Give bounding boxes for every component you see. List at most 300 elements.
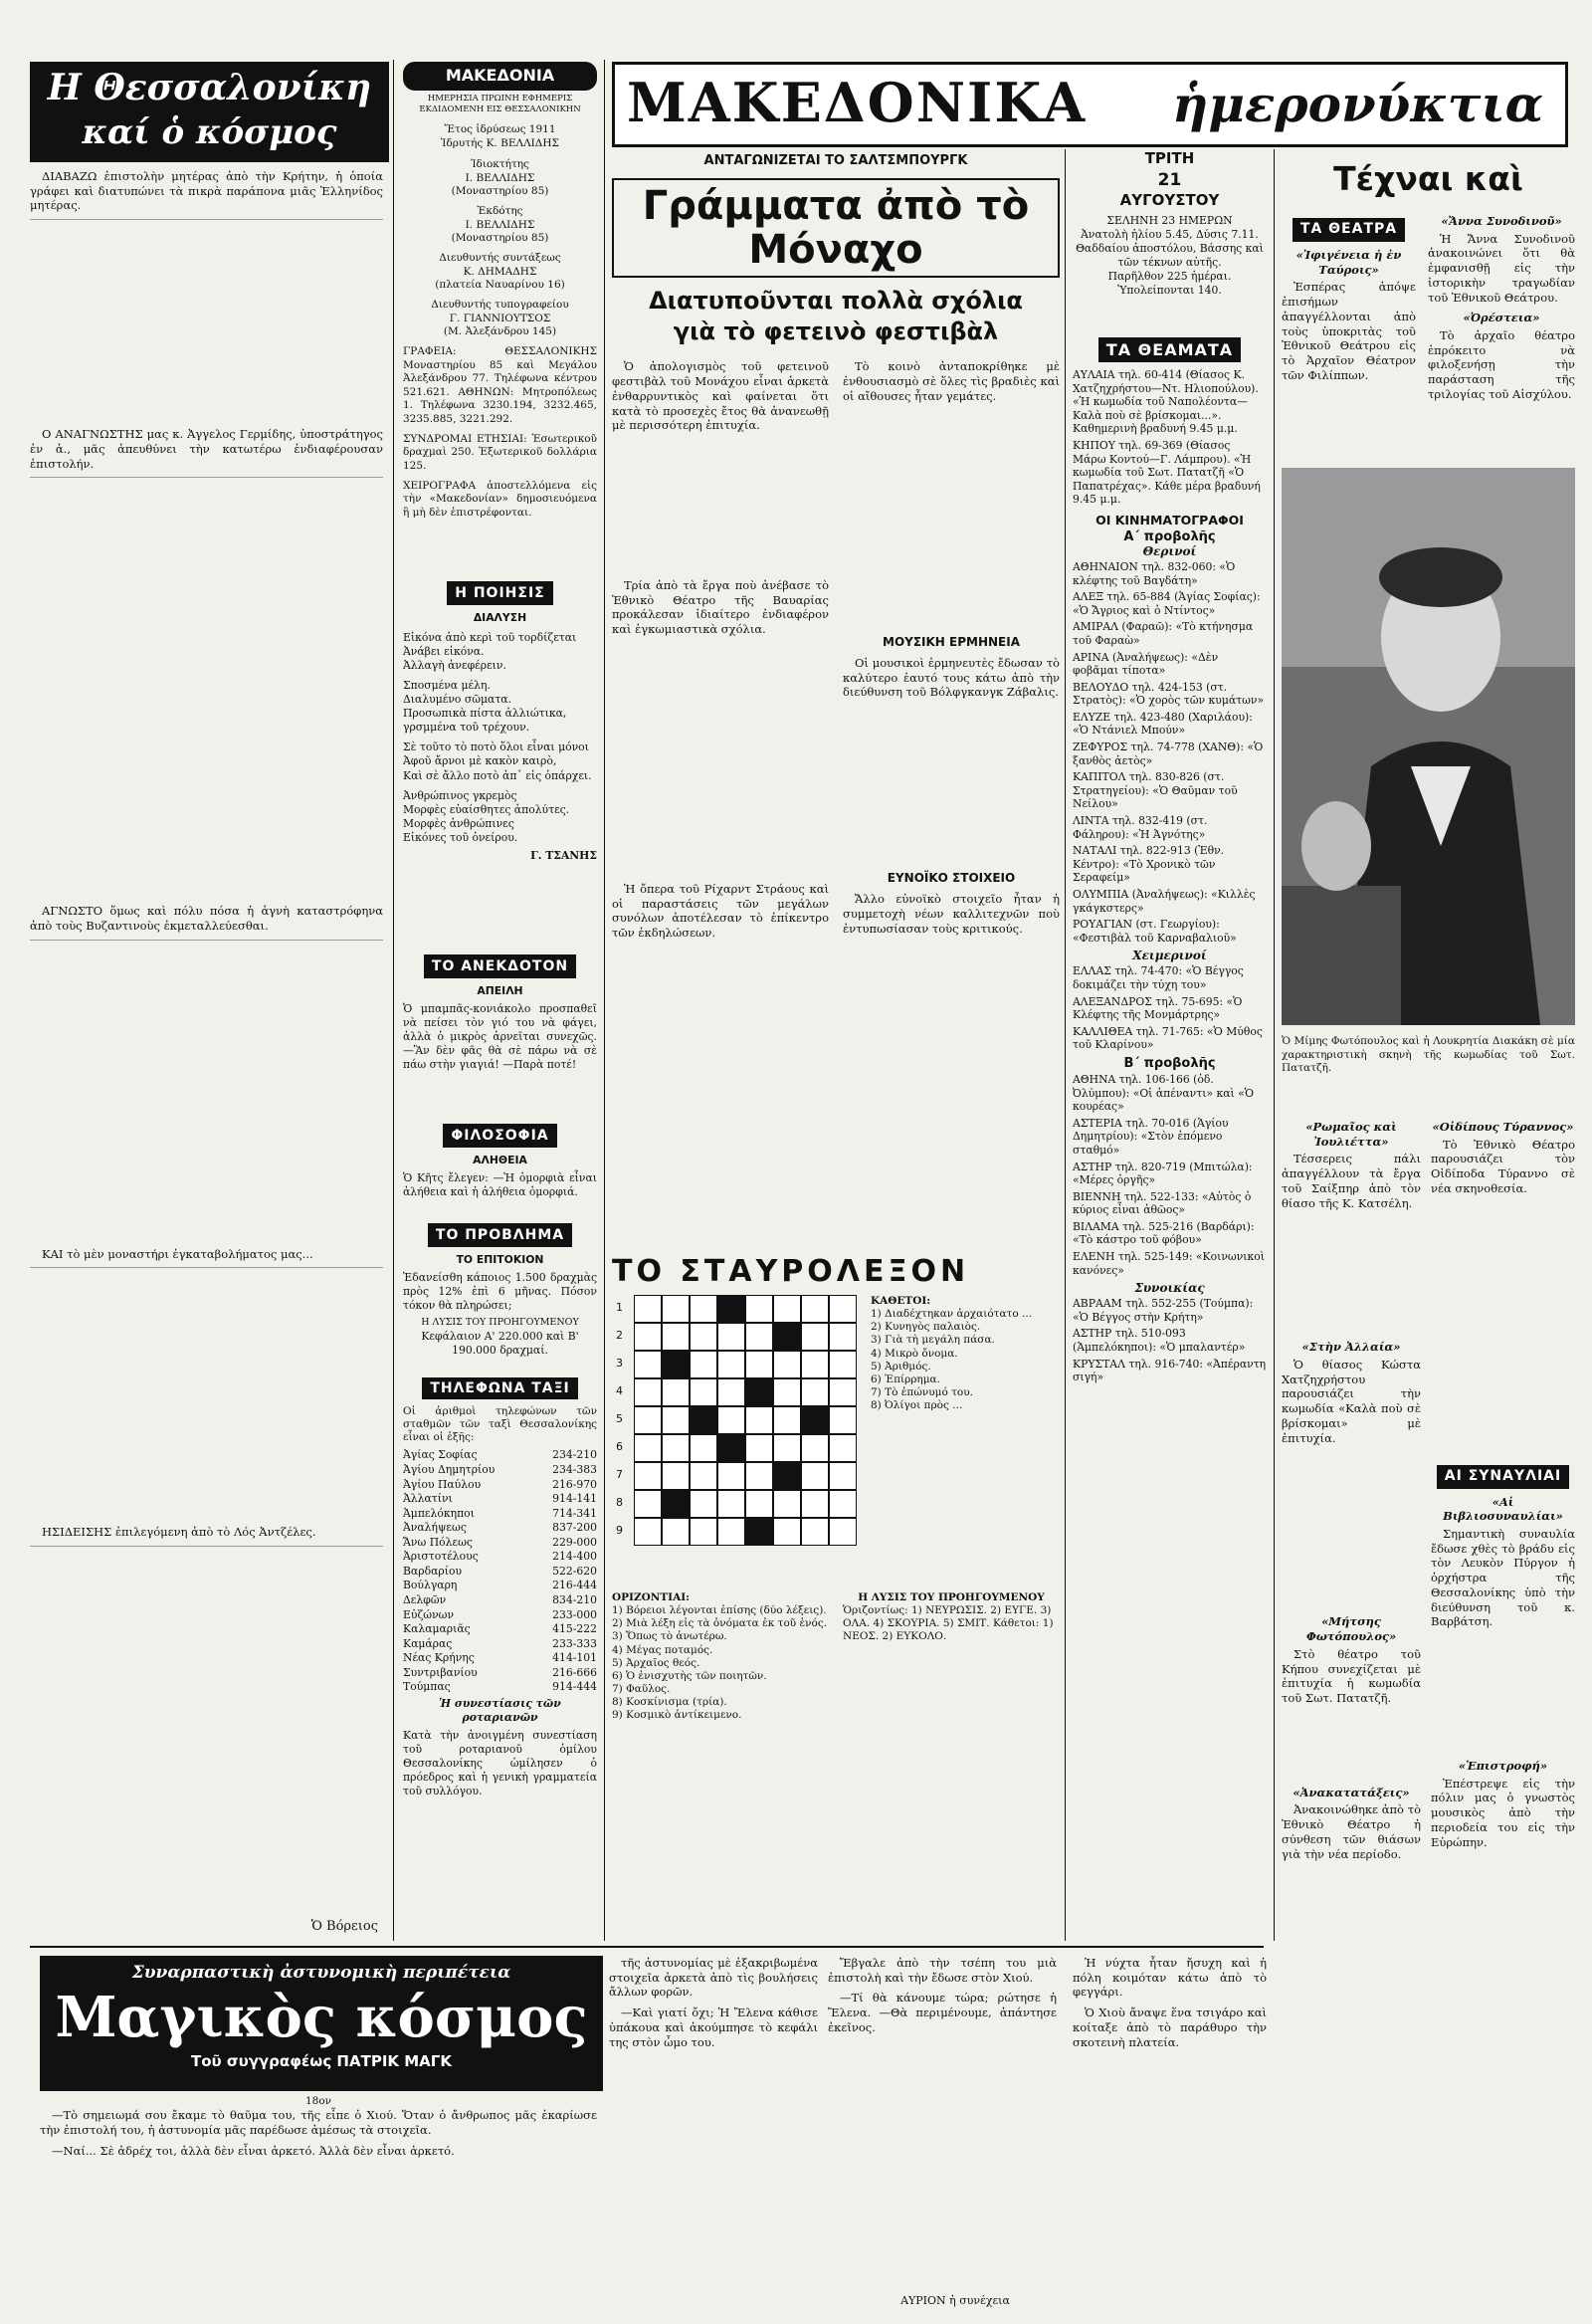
anecdote-text: Ὁ μπαμπᾶς-κονιάκολο προσπαθεῖ νὰ πείσει τὸν γιό του νὰ φάγει, ἀλλὰ ὁ μικρὸς ἀρνεῖται συνεχῶς. —Ἂν δὲν φᾶς θὰ σὲ πάρω νὰ σὲ πάω στὴν γιαγιά! —Παρὰ ποτέ! bbox=[403, 1002, 597, 1072]
arts-item-text: Τὸ ἀρχαῖο θέατρο ἐπρόκειτο νὰ φιλοξενήσῃ τὴν παράσταση τῆς τριλογίας τοῦ Αἰσχύλου. bbox=[1428, 328, 1575, 401]
munich-col-1 bbox=[612, 359, 829, 946]
owner: Ι. ΒΕΛΛΙΔΗΣ bbox=[465, 171, 535, 184]
portrait-photo bbox=[1282, 468, 1575, 1025]
arts-theaters-head: ΤΑ ΘΕΑΤΡΑ bbox=[1293, 218, 1405, 242]
serial-col-1 bbox=[40, 2095, 597, 2314]
crossword-across bbox=[612, 1591, 829, 1722]
serial-title: Μαγικὸς κόσμος bbox=[55, 1985, 588, 2050]
photo-caption: Ὁ Μίμης Φωτόπουλος καὶ ἡ Λουκρητία Διακάκη σὲ μία χαρακτηριστικὴ σκηνὴ τῆς κωμωδίας τοῦ Σωτ. Πατατζῆ. bbox=[1282, 1035, 1575, 1075]
phone-row bbox=[403, 1492, 597, 1507]
return-text: Ἐπέστρεψε εἰς τὴν πόλιν μας ὁ γνωστὸς μουσικὸς ἀπὸ τὴν περιοδεία του εἰς τὴν Εὐρώπην. bbox=[1431, 1776, 1575, 1849]
crossword-cell[interactable] bbox=[801, 1462, 829, 1490]
printing: Γ. ΓΙΑΝΝΙΟΥΤΣΟΣ bbox=[449, 312, 551, 324]
crossword-cell[interactable] bbox=[745, 1462, 773, 1490]
crossword-black-cell bbox=[717, 1295, 745, 1323]
down-clue: 2) Κυνηγὸς παλαιὸς. bbox=[871, 1321, 981, 1334]
calendar-month: ΑΥΓΟΥΣΤΟΥ bbox=[1119, 190, 1220, 209]
phone-row bbox=[403, 1565, 597, 1580]
munich-col-2 bbox=[843, 359, 1060, 946]
philosophy-title: ΑΛΗΘΕΙΑ bbox=[473, 1154, 527, 1167]
calendar-sun: Ἀνατολὴ ἡλίου 5.45, Δύσις 7.11. bbox=[1081, 228, 1259, 242]
serial-paragraph: —Τί θὰ κάνουμε τώρα; ρώτησε ἡ Ἔλενα. —Θὰ περιμένουμε, ἀπάντησε ἐκεῖνος. bbox=[828, 1991, 1057, 2034]
calendar-saint: Θαδδαίου ἀποστόλου, Βάσσης καὶ τῶν τέκνων αὐτῆς. bbox=[1076, 242, 1264, 270]
poem-line: Μορφὲς ἀνθρώπινες bbox=[403, 816, 514, 830]
cinema-item: ΕΛΥΖΕ τηλ. 423-480 (Χαριλάου): «Ὁ Ντάνιελ Μπούν» bbox=[1073, 710, 1253, 738]
left-paragraph: ΑΓΝΩΣΤΟ ὅμως καὶ πόλυ πόσα ἡ ἀγνὴ καταστρόφηνα ἀπὸ τοὺς Βυζαντινοὺς ἐκμεταλλεύεσθαι. bbox=[30, 904, 383, 934]
crossword-cell[interactable] bbox=[690, 1462, 717, 1490]
column-rule bbox=[1274, 149, 1275, 1941]
crossword-solution bbox=[843, 1591, 1060, 1722]
crossword-cell[interactable] bbox=[662, 1434, 690, 1462]
crossword-cell[interactable] bbox=[634, 1323, 662, 1351]
cinema-item: ΝΑΤΑΛΙ τηλ. 822-913 (Ἐθν. Κέντρο): «Τὸ Χρονικὸ τῶν Σεραφείμ» bbox=[1073, 844, 1225, 885]
phone-station: Βούλγαρη bbox=[403, 1579, 458, 1592]
munich-headline: Γράμματα ἀπὸ τὸ Μόναχο bbox=[612, 178, 1060, 278]
munich-paragraph: Ἡ ὄπερα τοῦ Ρίχαρντ Στράους καὶ οἱ παραστάσεις τῶν μεγάλων συνόλων ἀποτέλεσαν τὸ ἐπίκεντρο τῶν ἐκδηλώσεων. bbox=[612, 881, 829, 940]
phone-row bbox=[403, 1478, 597, 1493]
owner-label: Ἰδιοκτήτης bbox=[471, 158, 529, 171]
arts-item-text: Στὸ θέατρο τοῦ Κήπου συνεχίζεται μὲ ἐπιτυχία ἡ κωμωδία τοῦ Σωτ. Πατατζῆ. bbox=[1282, 1646, 1421, 1705]
calendar-moon: ΣΕΛΗΝΗ 23 ΗΜΕΡΩΝ bbox=[1106, 214, 1233, 228]
serial-paragraph: —Ναί... Σὲ ἀδρέχ τοι, ἀλλὰ δὲν εἶναι ἀρκετό. Ἀλλὰ δὲν εἶναι ἀρκετό. bbox=[52, 2143, 455, 2158]
crossword-cell[interactable] bbox=[801, 1490, 829, 1518]
owner-address: (Μοναστηρίου 85) bbox=[451, 185, 549, 198]
crossword-cell[interactable] bbox=[829, 1351, 857, 1378]
crossword-cell[interactable] bbox=[690, 1518, 717, 1546]
crossword-row-number: 7 bbox=[616, 1468, 623, 1481]
left-paragraph: ΗΣΙΔΕΙΣΗΣ ἐπιλεγόμενη ἀπὸ τὸ Λός Ἀντζέλες. bbox=[42, 1525, 316, 1540]
phones-intro: Οἱ ἀριθμοὶ τηλεφώνων τῶν σταθμῶν τῶν ταξὶ Θεσσαλονίκης εἶναι οἱ ἑξῆς: bbox=[403, 1405, 597, 1444]
across-clue: 7) Φαῦλος. bbox=[612, 1682, 671, 1695]
down-clue: 5) Ἀριθμός. bbox=[871, 1360, 931, 1373]
phone-station: Ἀλλατίνι bbox=[403, 1492, 453, 1506]
crossword-row-number: 5 bbox=[616, 1412, 623, 1425]
poetry-section-head: Η ΠΟΙΗΣΙΣ bbox=[447, 581, 552, 605]
cinema-item: ΚΑΛΛΙΘΕΑ τηλ. 71-765: «Ὁ Μύθος τοῦ Κλαρίνου» bbox=[1073, 1024, 1263, 1052]
crossword-cell[interactable] bbox=[690, 1323, 717, 1351]
masthead-block bbox=[403, 62, 597, 569]
problem-title: ΤΟ ΕΠΙΤΟΚΙΟΝ bbox=[456, 1253, 544, 1267]
problem-block bbox=[403, 1219, 597, 1369]
cinema-item: ΖΕΦΥΡΟΣ τηλ. 74-778 (ΧΑΝΘ): «Ὁ ξανθὸς ἀετὸς» bbox=[1073, 740, 1264, 767]
arts-item-text: Τέσσερεις πάλι ἀπαγγέλλουν τὰ ἔργα τοῦ Σαίξπηρ ἀπὸ τὸν θίασο τῆς Κ. Κατσέλη. bbox=[1282, 1152, 1421, 1210]
crossword-cell[interactable] bbox=[634, 1490, 662, 1518]
poem-line: Σὲ τοῦτο τὸ ποτὸ ὅλοι εἶναι μόνοι bbox=[403, 740, 589, 754]
munich-kicker: ΑΝΤΑΓΩΝΙΖΕΤΑΙ ΤΟ ΣΑΛΤΣΜΠΟΥΡΓΚ bbox=[703, 153, 968, 168]
paper-tagline: ΗΜΕΡΗΣΙΑ ΠΡΩΙΝΗ ΕΦΗΜΕΡΙΣ ΕΚΔΙΔΟΜΕΝΗ ΕΙΣ ΘΕΣΣΑΛΟΝΙΚΗΝ bbox=[419, 93, 581, 114]
crossword-cell[interactable] bbox=[829, 1518, 857, 1546]
across-clue: 4) Μέγας ποταμός. bbox=[612, 1643, 713, 1656]
crossword-cell[interactable] bbox=[745, 1323, 773, 1351]
crossword-cell[interactable] bbox=[717, 1490, 745, 1518]
phone-number: 914-141 bbox=[552, 1492, 597, 1506]
cinema-item: ΑΒΡΑΑΜ τηλ. 552-255 (Τούμπα): «Ὁ Βέγγος στὴν Κρήτη» bbox=[1073, 1297, 1254, 1324]
poem-line: Σποσμένα μέλη. bbox=[403, 679, 491, 693]
crossword-cell[interactable] bbox=[690, 1378, 717, 1406]
crossword-cell[interactable] bbox=[634, 1462, 662, 1490]
serial-col-2 bbox=[609, 1956, 818, 2314]
column-banner bbox=[30, 62, 389, 162]
serial-episode: 18ον bbox=[304, 2095, 332, 2107]
director: Κ. ΔΗΜΑΔΗΣ bbox=[463, 265, 537, 278]
crossword-cell[interactable] bbox=[717, 1351, 745, 1378]
phone-station: Συντριβανίου bbox=[403, 1665, 478, 1679]
phone-row bbox=[403, 1680, 597, 1692]
phone-row bbox=[403, 1608, 597, 1623]
phone-number: 415-222 bbox=[552, 1622, 597, 1636]
gatherings-text: Σημαντικὴ συναυλία ἔδωσε χθὲς τὸ βράδυ εἰς τὸν Λευκὸν Πύργον ἡ ὀρχήστρα τῆς Θεσσαλονίκης ὑπὸ τὴν διεύθυνση τοῦ κ. Βαρβάτση. bbox=[1431, 1526, 1575, 1629]
publisher-address: (Μοναστηρίου 85) bbox=[451, 232, 549, 245]
crossword-cell[interactable] bbox=[717, 1378, 745, 1406]
theater-listing bbox=[1073, 368, 1267, 507]
winter-title: Χειμερινοί bbox=[1132, 949, 1207, 963]
photo-figure bbox=[1282, 468, 1575, 1115]
crossword-cell[interactable] bbox=[829, 1462, 857, 1490]
phone-station: Ἄνω Πόλεως bbox=[403, 1535, 473, 1549]
crossword-cell[interactable] bbox=[634, 1406, 662, 1434]
crossword-cell[interactable] bbox=[773, 1490, 801, 1518]
crossword-cell[interactable] bbox=[773, 1434, 801, 1462]
arts-item-text: Τὸ Ἐθνικὸ Θέατρο παρουσιάζει τὸν Οἰδίποδα Τύραννο σὲ νέα σκηνοθεσία. bbox=[1431, 1137, 1575, 1195]
phone-row bbox=[403, 1579, 597, 1593]
crossword-cell[interactable] bbox=[717, 1518, 745, 1546]
problem-answer-label: Η ΛΥΣΙΣ ΤΟΥ ΠΡΟΗΓΟΥΜΕΝΟΥ bbox=[421, 1317, 579, 1329]
director-address: (πλατεία Ναυαρίνου 16) bbox=[435, 279, 565, 292]
crossword-cell[interactable] bbox=[634, 1518, 662, 1546]
left-column-text bbox=[30, 169, 383, 1921]
cinema-item: ΚΑΠΙΤΟΛ τηλ. 830-826 (στ. Στρατηγείου): «Ὁ Θαῦμαν τοῦ Νείλου» bbox=[1073, 770, 1238, 811]
down-clue: 3) Γιὰ τὴ μεγάλη πάσα. bbox=[871, 1334, 995, 1347]
across-label: ΟΡΙΖΟΝΤΙΑΙ: bbox=[612, 1591, 691, 1603]
crossword-grid bbox=[612, 1295, 861, 1584]
phone-row bbox=[403, 1622, 597, 1637]
crossword-cell[interactable] bbox=[829, 1323, 857, 1351]
across-clue: 9) Κοσμικὸ ἀντίκειμενο. bbox=[612, 1709, 742, 1722]
offices: ΓΡΑΦΕΙΑ: ΘΕΣΣΑΛΟΝΙΚΗΣ Μοναστηρίου 85 καὶ Μεγάλου Ἀλεξάνδρου 77. Τηλέφωνα κέντρου 521.621. ΑΘΗΝΩΝ: Μητροπόλεως 1. Τηλέφωνα 3230.194, 3232.465, 3235.885, 3221.292. bbox=[403, 344, 597, 426]
crossword-cell[interactable] bbox=[690, 1434, 717, 1462]
poem-author: Γ. ΤΣΑΝΗΣ bbox=[530, 848, 597, 862]
across-clue: 5) Ἀρχαῖος θεός. bbox=[612, 1656, 700, 1669]
crossword-row-number: 2 bbox=[616, 1329, 623, 1342]
philosophy-text: Ὁ Κῆτς ἔλεγεν: —Ἡ ὀμορφιὰ εἶναι ἀλήθεια καὶ ἡ ἀλήθεια ὀμορφιά. bbox=[403, 1171, 597, 1199]
first-run-title: Α΄ προβολῆς bbox=[1123, 528, 1216, 544]
cinema-item: ΑΛΕΞΑΝΔΡΟΣ τηλ. 75-695: «Ὁ Κλέφτης τῆς Μονμάρτρης» bbox=[1073, 994, 1243, 1022]
phone-number: 914-444 bbox=[552, 1680, 597, 1692]
phone-station: Εὐζώνων bbox=[403, 1607, 455, 1621]
crossword-block bbox=[612, 1254, 1060, 1941]
gatherings-title: «Αἱ Βιβλιοσυναυλίαι» bbox=[1443, 1494, 1563, 1524]
cinema-item: ΕΛΛΑΣ τηλ. 74-470: «Ὁ Βέγγος δοκιμάζει τὴν τύχη του» bbox=[1073, 964, 1244, 991]
crossword-row-number: 9 bbox=[616, 1524, 623, 1537]
serial-paragraph: Ὁ Χιοὺ ἄναψε ἕνα τσιγάρο καὶ κοίταξε ἀπὸ τὸ παράθυρο τὴν σκοτεινὴ πλατεία. bbox=[1073, 2006, 1267, 2049]
arts-item-text: Ἀνακοινώθηκε ἀπὸ τὸ Ἐθνικὸ Θέατρο ἡ σύνθεση τῶν θιάσων γιὰ τὴν νέα περίοδο. bbox=[1282, 1802, 1421, 1861]
rotary-note bbox=[403, 1697, 597, 1896]
phone-station: Ἀγίας Σοφίας bbox=[403, 1448, 478, 1462]
crossword-cell[interactable] bbox=[801, 1351, 829, 1378]
crossword-cell[interactable] bbox=[801, 1378, 829, 1406]
arts-bottom-left bbox=[1282, 1120, 1421, 1936]
serial-paragraph: —Καὶ γιατί ὄχι; Ἡ Ἔλενα κάθισε ὑπάκουα καὶ ἀκούμπησε τὸ κεφάλι της στὸν ὦμο του. bbox=[609, 2006, 818, 2049]
crossword-cell[interactable] bbox=[634, 1351, 662, 1378]
poem-title: ΔΙΑΛΥΣΗ bbox=[473, 611, 527, 625]
crossword-black-cell bbox=[801, 1406, 829, 1434]
crossword-black-cell bbox=[717, 1434, 745, 1462]
munich-subhead: Διατυποῦνται πολλὰ σχόλια γιὰ τὸ φετεινὸ φεστιβὰλ bbox=[649, 287, 1023, 346]
crossword-cell[interactable] bbox=[745, 1434, 773, 1462]
printing-address: (Μ. Ἀλεξάνδρου 145) bbox=[443, 325, 557, 338]
crossword-cell[interactable] bbox=[745, 1406, 773, 1434]
cinema-item: ΑΣΤΗΡ τηλ. 820-719 (Μπιτώλα): «Μέρες ὀργῆς» bbox=[1073, 1160, 1253, 1187]
serial-col-4 bbox=[1073, 1956, 1267, 2284]
poetry-block bbox=[403, 577, 597, 946]
cinema-item: ΡΟΥΑΓΙΑΝ (στ. Γεωργίου): «Φεστιβὰλ τοῦ Καρναβαλιοῦ» bbox=[1073, 918, 1237, 945]
serial-col-3 bbox=[828, 1956, 1057, 2314]
left-paragraph: ΚΑΙ τὸ μὲν μοναστήρι ἐγκαταβολήματος μας... bbox=[42, 1246, 313, 1261]
serial-kicker: Συναρπαστικὴ ἀστυνομικὴ περιπέτεια bbox=[131, 1963, 511, 1983]
suburb-listing bbox=[1073, 1297, 1267, 1384]
crossword-black-cell bbox=[690, 1406, 717, 1434]
across-clue: 8) Κοσκίνισμα (τρία). bbox=[612, 1696, 727, 1708]
header-title-script: ἡμερονύκτια bbox=[1172, 75, 1544, 133]
across-clue: 6) Ὁ ἐνισχυτὴς τῶν ποιητῶν. bbox=[612, 1669, 767, 1682]
down-clue: 7) Τὸ ἐπώνυμό του. bbox=[871, 1385, 973, 1398]
crossword-cell[interactable] bbox=[662, 1406, 690, 1434]
return-title: «Ἐπιστροφή» bbox=[1458, 1758, 1548, 1773]
serial-paragraph: Ἡ νύχτα ἦταν ἤσυχη καὶ ἡ πόλη κοιμόταν κάτω ἀπὸ τὸ φεγγάρι. bbox=[1073, 1956, 1267, 2000]
phone-row bbox=[403, 1507, 597, 1522]
cinema-item: ΒΙΛΑΜΑ τηλ. 525-216 (Βαρδάρι): «Τὸ κάστρο τοῦ φόβου» bbox=[1073, 1219, 1255, 1247]
phone-row bbox=[403, 1550, 597, 1565]
phone-number: 229-000 bbox=[552, 1535, 597, 1549]
down-clue: 6) Ἐπίρρημα. bbox=[871, 1373, 940, 1385]
poem-line: Ἀλλαγὴ ἀνεφέρειν. bbox=[403, 659, 506, 673]
calendar-day: ΤΡΙΤΗ bbox=[1144, 149, 1195, 167]
phone-station: Τούμπας bbox=[403, 1680, 451, 1692]
crossword-cell[interactable] bbox=[662, 1518, 690, 1546]
munich-paragraph: Τὸ κοινὸ ἀνταποκρίθηκε μὲ ἐνθουσιασμὸ σὲ ὅλες τὶς βραδιὲς καὶ οἱ αἴθουσες ἦταν γεμάτες. bbox=[843, 359, 1060, 403]
cinema-item: ΕΛΕΝΗ τηλ. 525-149: «Κοινωνικοὶ κανόνες» bbox=[1073, 1250, 1265, 1277]
suburb-title: Συνοικίας bbox=[1134, 1281, 1205, 1296]
phones-section-head: ΤΗΛΕΦΩΝΑ ΤΑΞΙ bbox=[422, 1377, 577, 1399]
cinema-item: ΒΙΕΝΝΗ τηλ. 522-133: «Αὐτὸς ὁ κύριος εἶναι ἀθῶος» bbox=[1073, 1189, 1252, 1217]
theater-item: ΑΥΛΑΙΑ τηλ. 60-414 (Θίασος Κ. Χατζηχρήστου—Ντ. Ηλιοπούλου). «Ἡ κωμωδία τοῦ Ναπολέοντα—Καλὰ ποὺ σὲ βρίσκομαι...». Καθημερινὴ βραδυνή 9.45 μ.μ. bbox=[1073, 368, 1259, 436]
rotary-text: Κατὰ τὴν ἀνοιγμένη συνεστίαση τοῦ ροταριανοῦ ὁμίλου Θεσσαλονίκης ὡμίλησεν ὁ πρόεδρος καὶ ἡ γενικὴ γραμματεία τοῦ συλλόγου. bbox=[403, 1729, 597, 1798]
crossword-cell[interactable] bbox=[717, 1462, 745, 1490]
crossword-cell[interactable] bbox=[829, 1490, 857, 1518]
serial-header bbox=[40, 1956, 603, 2091]
crossword-cell[interactable] bbox=[829, 1434, 857, 1462]
munich-subhead-element: ΕΥΝΟΪΚΟ ΣΤΟΙΧΕΙΟ bbox=[887, 871, 1016, 886]
crossword-title: ΤΟ ΣΤΑΥΡΟΛΕΞΟΝ bbox=[612, 1254, 970, 1289]
section-rule bbox=[30, 1946, 1264, 1948]
philosophy-section-head: ΦΙΛΟΣΟΦΙΑ bbox=[443, 1124, 556, 1148]
phone-row bbox=[403, 1593, 597, 1608]
calendar-days-left: Παρῆλθον 225 ἡμέραι. Ὑπολείπονται 140. bbox=[1107, 270, 1232, 298]
down-clue: 4) Μικρὸ ὄνομα. bbox=[871, 1347, 958, 1360]
crossword-cell[interactable] bbox=[773, 1378, 801, 1406]
serial-paragraph: τῆς ἀστυνομίας μὲ ἐξακριβωμένα στοιχεῖα ἀρκετὰ ἀπὸ τὶς βουλήσεις ἄλλων φορῶν. bbox=[609, 1956, 818, 2000]
column-rule bbox=[604, 60, 605, 1941]
publisher-label: Ἐκδότης bbox=[477, 205, 523, 218]
crossword-cell[interactable] bbox=[773, 1351, 801, 1378]
phone-number: 234-210 bbox=[552, 1448, 597, 1462]
crossword-cell[interactable] bbox=[829, 1378, 857, 1406]
crossword-cell[interactable] bbox=[717, 1406, 745, 1434]
crossword-cell[interactable] bbox=[717, 1323, 745, 1351]
arts-item-title: «Ἄννα Συνοδινοῦ» bbox=[1441, 214, 1562, 228]
cinema-item: ΑΣΤΕΡΙΑ τηλ. 70-016 (Ἁγίου Δημητρίου): «Στὸν ἐπόμενο σταθμό» bbox=[1073, 1116, 1229, 1157]
crossword-cell[interactable] bbox=[773, 1518, 801, 1546]
down-label: ΚΑΘΕΤΟΙ: bbox=[871, 1295, 931, 1307]
phone-number: 233-000 bbox=[552, 1607, 597, 1621]
across-clue: 3) Ὅπως τὸ ἀνωτέρω. bbox=[612, 1630, 727, 1643]
crossword-cell[interactable] bbox=[634, 1378, 662, 1406]
crossword-cell[interactable] bbox=[690, 1351, 717, 1378]
poem-line: Καὶ σὲ ἄλλο ποτὸ ἀπ᾿ εἰς ὁπάρχει. bbox=[403, 768, 592, 782]
crossword-black-cell bbox=[745, 1518, 773, 1546]
munich-paragraph: Οἱ μουσικοὶ ἐρμηνευτὲς ἔδωσαν τὸ καλύτερο ἑαυτό τους κάτω ἀπὸ τὴν διεύθυνση τοῦ Βόλφγκανγκ Ζάβαλις. bbox=[843, 655, 1060, 700]
cinema-item: ΑΡΙΝΑ (Ἀναλήψεως): «Δὲν φοβᾶμαι τίποτα» bbox=[1073, 650, 1219, 678]
problem-answer: Κεφάλαιον Α' 220.000 καὶ Β' 190.000 δραχμαί. bbox=[421, 1329, 579, 1357]
crossword-cell[interactable] bbox=[634, 1434, 662, 1462]
crossword-cell[interactable] bbox=[690, 1490, 717, 1518]
problem-section-head: ΤΟ ΠΡΟΒΛΗΜΑ bbox=[428, 1223, 572, 1247]
serial-paragraph: —Τὸ σημειωμά σου ἔκαμε τὸ θαῦμα του, τῆς εἶπε ὁ Χιού. Ὅταν ὁ ἄνθρωπος μᾶς ἐκαρίωσε τὴν ἐπιστολή του, ἡ ἀστυνομία μᾶς παρέδωσε ἀμέσως τὰ στοιχεῖα. bbox=[40, 2108, 597, 2138]
founder: Ἱδρυτής Κ. ΒΕΛΛΙΔΗΣ bbox=[441, 136, 559, 149]
phone-number: 522-620 bbox=[552, 1564, 597, 1578]
phone-row bbox=[403, 1521, 597, 1536]
arts-item-title: «Ἰφιγένεια ἡ ἐν Ταύροις» bbox=[1295, 247, 1402, 277]
anecdote-block bbox=[403, 951, 597, 1115]
phone-station: Ἀγίου Παύλου bbox=[403, 1477, 482, 1491]
crossword-cell[interactable] bbox=[801, 1518, 829, 1546]
arts-item-text: Ἐσπέρας ἀπόψε ἐπισήμων ἀπαγγέλλονται ἀπὸ τοὺς ὑποκριτὰς τοῦ Ἐθνικοῦ Θεάτρου εἰς τὸ Ἀρχαῖον Θέατρον τῶν Φιλίππων. bbox=[1282, 280, 1416, 382]
down-clue: 1) Διαδέχτηκαν ἀρχαιότατο ... bbox=[871, 1308, 1033, 1321]
crossword-cell[interactable] bbox=[662, 1462, 690, 1490]
phone-station: Νέας Κρήνης bbox=[403, 1651, 475, 1665]
calendar-date: 21 bbox=[1157, 169, 1182, 190]
paper-name: ΜΑΚΕΔΟΝΙΑ bbox=[403, 62, 597, 91]
cinema-item: ΑΘΗΝΑ τηλ. 106-166 (ὁδ. Ὀλύμπου): «Οἱ ἀπέναντι» καὶ «Ὁ κουρέας» bbox=[1073, 1072, 1255, 1114]
subscription: ΣΥΝΔΡΟΜΑΙ ΕΤΗΣΙΑΙ: Ἐσωτερικοῦ δραχμαὶ 250. Ἐξωτερικοῦ δολλάρια 125. bbox=[403, 432, 597, 472]
column-rule bbox=[1065, 149, 1066, 1941]
crossword-cell[interactable] bbox=[801, 1295, 829, 1323]
left-paragraph: Ο ΑΝΑΓΝΩΣΤΗΣ μας κ. Ἀγγελος Γερμίδης, ὑποστράτηγος ἐν ἀ., μᾶς ἀπευθύνει τὴν κατωτέρω ἐνδιαφέρουσαν ἐπιστολήν. bbox=[30, 427, 383, 471]
arts-item-text: Ὁ θίασος Κώστα Χατζηχρήστου παρουσιάζει τὴν κωμωδία «Καλὰ ποὺ σὲ βρίσκομαι» μὲ ἐπιτυχία. bbox=[1282, 1358, 1421, 1445]
banner-line-1: Η Θεσσαλονίκη bbox=[47, 67, 372, 108]
across-clue: 2) Μιὰ λέξη εἰς τὰ ὀνόματα ἐκ τοῦ ἑνός. bbox=[612, 1617, 828, 1630]
arts-item-title: «Ρωμαῖος καὶ Ἰουλιέττα» bbox=[1305, 1120, 1397, 1149]
phone-number: 214-400 bbox=[552, 1550, 597, 1564]
phone-station: Καλαμαριᾶς bbox=[403, 1622, 471, 1636]
poem-line: Εἰκόνα ἀπὸ κερὶ τοῦ τορδίζεται bbox=[403, 631, 577, 645]
crossword-cell[interactable] bbox=[773, 1295, 801, 1323]
poem-line: Ἀνθρώπινος γκρεμὸς bbox=[403, 788, 517, 802]
gatherings-section-head: ΑΙ ΣΥΝΑΥΛΙΑΙ bbox=[1437, 1465, 1569, 1489]
phone-number: 216-970 bbox=[552, 1477, 597, 1491]
munich-paragraph: Τρία ἀπὸ τὰ ἔργα ποὺ ἀνέβασε τὸ Ἐθνικὸ Θέατρο τῆς Βαυαρίας προκάλεσαν ἰδιαίτερο ἐνδιαφέρον καὶ ἐγκωμιαστικὰ σχόλια. bbox=[612, 577, 829, 637]
crossword-row-number: 4 bbox=[616, 1384, 623, 1397]
crossword-row-number: 1 bbox=[616, 1301, 623, 1314]
phone-row bbox=[403, 1463, 597, 1478]
taxi-phones-block bbox=[403, 1373, 597, 1692]
crossword-cell[interactable] bbox=[801, 1323, 829, 1351]
arts-headline: Τέχναι καὶ bbox=[1333, 159, 1523, 198]
phone-number: 233-333 bbox=[552, 1636, 597, 1650]
poem-line: Ἀφοῦ ἄρνοι μὲ κακὸν καιρὸ, bbox=[403, 754, 557, 768]
crossword-cell[interactable] bbox=[801, 1434, 829, 1462]
cinema-item: ΚΡΥΣΤΑΛ τηλ. 916-740: «Ἀπέραντη σιγή» bbox=[1073, 1357, 1267, 1384]
phone-number: 837-200 bbox=[552, 1521, 597, 1535]
munich-subhead-music: ΜΟΥΣΙΚΗ ΕΡΜΗΝΕΙΑ bbox=[883, 634, 1020, 649]
arts-item-title: «Ἀνακατατάξεις» bbox=[1293, 1785, 1410, 1799]
phone-number: 414-101 bbox=[552, 1651, 597, 1665]
serial-author: Τοῦ συγγραφέως ΠΑΤΡΙΚ ΜΑΓΚ bbox=[191, 2052, 452, 2070]
second-run-title: Β΄ προβολῆς bbox=[1123, 1055, 1216, 1071]
summer-listing bbox=[1073, 560, 1267, 945]
crossword-cell[interactable] bbox=[745, 1295, 773, 1323]
phone-row bbox=[403, 1637, 597, 1652]
theaters-block bbox=[1073, 333, 1267, 1936]
phone-station: Καμάρας bbox=[403, 1636, 453, 1650]
arts-right-col bbox=[1428, 214, 1575, 463]
second-run-listing bbox=[1073, 1073, 1267, 1277]
crossword-cell[interactable] bbox=[634, 1295, 662, 1323]
arts-item-title: «Οἰδίπους Τύραννος» bbox=[1432, 1120, 1574, 1134]
phone-row bbox=[403, 1651, 597, 1666]
arts-item-text: Ἡ Ἄννα Συνοδινοῦ ἀνακοινώνει ὅτι θὰ ἐμφανισθῇ εἰς τὴν ἱστορικὴν τραγωδίαν τοῦ Ἐθνικοῦ Θεάτρου. bbox=[1428, 231, 1575, 305]
crossword-black-cell bbox=[662, 1351, 690, 1378]
crossword-cell[interactable] bbox=[690, 1295, 717, 1323]
left-signature: Ὁ Βόρειος bbox=[310, 1919, 378, 1934]
publisher: Ι. ΒΕΛΛΙΔΗΣ bbox=[465, 218, 535, 231]
founded: Ἔτος ἱδρύσεως 1911 bbox=[444, 122, 556, 135]
crossword-cell[interactable] bbox=[773, 1406, 801, 1434]
poem-line: Εἰκόνες τοῦ ὀνείρου. bbox=[403, 830, 518, 844]
crossword-cell[interactable] bbox=[745, 1351, 773, 1378]
phone-number: 714-341 bbox=[552, 1506, 597, 1520]
across-clue: 1) Βόρειοι λέγονται ἐπίσης (δύο λέξεις). bbox=[612, 1604, 827, 1617]
munich-paragraph: Ἄλλο εὐνοϊκὸ στοιχεῖο ἦταν ἡ συμμετοχὴ νέων καλλιτεχνῶν ποὺ ἐντυπωσίασαν τοὺς κριτικούς. bbox=[843, 892, 1060, 936]
crossword-cell[interactable] bbox=[829, 1406, 857, 1434]
serial-continued: ΑΥΡΙΟΝ ἡ συνέχεια bbox=[900, 2294, 1010, 2307]
column-rule bbox=[393, 60, 394, 1941]
crossword-cell[interactable] bbox=[829, 1295, 857, 1323]
crossword-cell[interactable] bbox=[662, 1323, 690, 1351]
phone-list bbox=[403, 1448, 597, 1692]
summer-title: Θερινοί bbox=[1142, 543, 1197, 558]
crossword-black-cell bbox=[773, 1323, 801, 1351]
header-title-main: ΜΑΚΕΔΟΝΙΚΑ bbox=[627, 71, 1088, 134]
phone-row bbox=[403, 1536, 597, 1551]
phone-row bbox=[403, 1448, 597, 1463]
munich-article bbox=[612, 149, 1060, 1244]
solution-label: Η ΛΥΣΙΣ ΤΟΥ ΠΡΟΗΓΟΥΜΕΝΟΥ bbox=[858, 1591, 1045, 1603]
crossword-cell[interactable] bbox=[662, 1378, 690, 1406]
cinema-item: ΑΘΗΝΑΙΟΝ τηλ. 832-060: «Ὁ κλέφτης τοῦ Βαγδάτη» bbox=[1073, 559, 1236, 587]
crossword-black-cell bbox=[745, 1378, 773, 1406]
crossword-row-number: 3 bbox=[616, 1357, 623, 1370]
phone-station: Δελφῶν bbox=[403, 1593, 447, 1606]
cinema-item: ΟΛΥΜΠΙΑ (Ἀναλήψεως): «Κιλλὲς γκάγκστερς» bbox=[1073, 888, 1256, 915]
phone-station: Ἀναλήψεως bbox=[403, 1521, 467, 1535]
crossword-cell[interactable] bbox=[662, 1295, 690, 1323]
problem-text: Ἐδανείσθη κάποιος 1.500 δραχμὰς πρὸς 12% ἐπὶ 6 μῆνας. Πόσον τόκον θὰ πληρώσει; bbox=[403, 1271, 597, 1313]
makedonika-header bbox=[612, 62, 1568, 147]
crossword-row-number: 6 bbox=[616, 1440, 623, 1453]
crossword-cell[interactable] bbox=[745, 1490, 773, 1518]
crossword-down bbox=[871, 1295, 1060, 1584]
